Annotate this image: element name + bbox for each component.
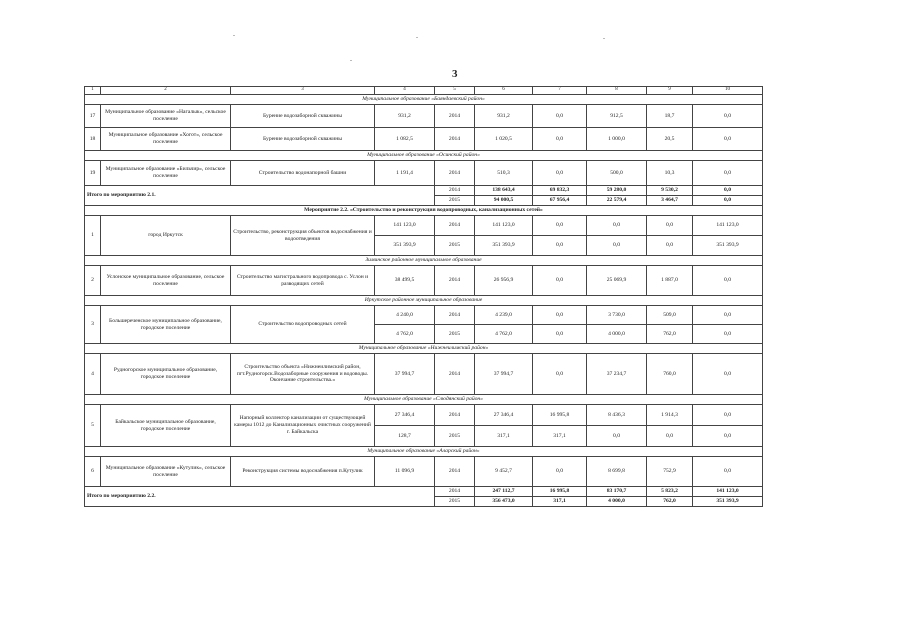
year-cell: 2014 xyxy=(435,266,475,296)
header-cell: 1 xyxy=(85,87,101,95)
value-cell: 128,7 xyxy=(375,426,435,447)
scan-speck xyxy=(416,37,418,38)
value-cell: 351 393,9 xyxy=(693,236,763,256)
year-cell: 2014 xyxy=(435,186,475,196)
value-cell: 4 000,0 xyxy=(587,497,647,507)
row-number: 6 xyxy=(85,457,101,487)
value-cell: 1 914,3 xyxy=(647,405,693,426)
work-cell: Строительство магистрального водопровода с. Услон и разводящих сетей xyxy=(231,266,375,296)
section-title: Иркутское районное муниципальное образование xyxy=(85,296,763,306)
value-cell: 38 499,5 xyxy=(375,266,435,296)
year-cell: 2014 xyxy=(435,216,475,236)
value-cell: 317,1 xyxy=(533,497,587,507)
section-row xyxy=(85,151,763,161)
scan-speck xyxy=(603,38,605,39)
value-cell: 18,7 xyxy=(647,105,693,128)
value-cell: 247 112,7 xyxy=(475,487,533,497)
value-cell: 0,0 xyxy=(533,266,587,296)
header-cell: 3 xyxy=(231,87,375,95)
value-cell: 760,0 xyxy=(647,354,693,395)
value-cell: 351 393,9 xyxy=(693,497,763,507)
total-label: Итого по мероприятию 2.1. xyxy=(85,186,435,206)
value-cell: 356 473,0 xyxy=(475,497,533,507)
value-cell: 0,0 xyxy=(533,306,587,325)
value-cell: 8 436,3 xyxy=(587,405,647,426)
table-row xyxy=(85,405,763,426)
section-row xyxy=(85,256,763,266)
value-cell: 752,9 xyxy=(647,457,693,487)
value-cell: 0,0 xyxy=(693,196,763,206)
entity-cell: Муниципальное образование «Кутулик», сельское поселение xyxy=(101,457,231,487)
value-cell: 27 346,4 xyxy=(475,405,533,426)
header-cell: 6 xyxy=(475,87,533,95)
value-cell: 141 123,0 xyxy=(475,216,533,236)
entity-cell: Муниципальное образование «Нагалык», сельское поселение xyxy=(101,105,231,128)
section-title: Зиминское районное муниципальное образование xyxy=(85,256,763,266)
value-cell: 16 995,8 xyxy=(533,487,587,497)
value-cell: 0,0 xyxy=(693,325,763,344)
value-cell: 67 956,4 xyxy=(533,196,587,206)
value-cell: 10,3 xyxy=(647,161,693,186)
value-cell: 510,3 xyxy=(475,161,533,186)
header-cell: 2 xyxy=(101,87,231,95)
row-number: 18 xyxy=(85,128,101,151)
section-row xyxy=(85,395,763,405)
value-cell: 912,5 xyxy=(587,105,647,128)
row-number: 2 xyxy=(85,266,101,296)
value-cell: 0,0 xyxy=(587,426,647,447)
table-row xyxy=(85,306,763,325)
section-title: Муниципальное образование «Слюдянский район» xyxy=(85,395,763,405)
scan-speck xyxy=(233,35,235,36)
section-title: Муниципальное образование «Баяндаевский район» xyxy=(85,95,763,105)
total-row xyxy=(85,487,763,497)
entity-cell: город Иркутск xyxy=(101,216,231,256)
value-cell: 26 956,9 xyxy=(475,266,533,296)
value-cell: 27 346,4 xyxy=(375,405,435,426)
measure-title: Мероприятие 2.2. «Строительство и реконструкция водопроводных, канализационных сетей» xyxy=(85,206,763,216)
value-cell: 762,0 xyxy=(647,497,693,507)
value-cell: 0,0 xyxy=(647,216,693,236)
value-cell: 0,0 xyxy=(533,105,587,128)
column-number-row xyxy=(85,87,763,95)
work-cell: Бурение водозаборной скважины xyxy=(231,105,375,128)
value-cell: 5 823,2 xyxy=(647,487,693,497)
header-cell: 7 xyxy=(533,87,587,95)
year-cell: 2014 xyxy=(435,306,475,325)
value-cell: 0,0 xyxy=(647,236,693,256)
value-cell: 138 643,4 xyxy=(475,186,533,196)
value-cell: 0,0 xyxy=(693,426,763,447)
header-cell: 5 xyxy=(435,87,475,95)
value-cell: 94 000,5 xyxy=(475,196,533,206)
value-cell: 762,0 xyxy=(647,325,693,344)
value-cell: 9 452,7 xyxy=(475,457,533,487)
year-cell: 2015 xyxy=(435,325,475,344)
entity-cell: Услонское муниципальное образование, сельское поселение xyxy=(101,266,231,296)
section-title: Муниципальное образование «Аларский район» xyxy=(85,447,763,457)
value-cell: 0,0 xyxy=(533,128,587,151)
row-number: 17 xyxy=(85,105,101,128)
year-cell: 2014 xyxy=(435,354,475,395)
value-cell: 0,0 xyxy=(533,236,587,256)
value-cell: 37 994,7 xyxy=(375,354,435,395)
year-cell: 2014 xyxy=(435,457,475,487)
header-cell: 4 xyxy=(375,87,435,95)
entity-cell: Рудногорское муниципальное образование, городское поселение xyxy=(101,354,231,395)
year-cell: 2015 xyxy=(435,236,475,256)
value-cell: 37 234,7 xyxy=(587,354,647,395)
section-row xyxy=(85,206,763,216)
value-cell: 4 239,0 xyxy=(475,306,533,325)
value-cell: 1 020,5 xyxy=(475,128,533,151)
value-cell: 351 393,9 xyxy=(475,236,533,256)
value-cell: 141 123,0 xyxy=(693,216,763,236)
value-cell: 0,0 xyxy=(587,216,647,236)
row-number: 1 xyxy=(85,216,101,256)
value-cell: 0,0 xyxy=(693,186,763,196)
row-number: 3 xyxy=(85,306,101,344)
row-number: 5 xyxy=(85,405,101,447)
value-cell: 3 464,7 xyxy=(647,196,693,206)
value-cell: 4 000,0 xyxy=(587,325,647,344)
total-row xyxy=(85,186,763,196)
header-cell: 8 xyxy=(587,87,647,95)
value-cell: 931,2 xyxy=(475,105,533,128)
value-cell: 0,0 xyxy=(533,161,587,186)
value-cell: 0,0 xyxy=(693,266,763,296)
value-cell: 1 191,4 xyxy=(375,161,435,186)
section-row xyxy=(85,447,763,457)
value-cell: 931,2 xyxy=(375,105,435,128)
value-cell: 0,0 xyxy=(693,105,763,128)
page-number: 3 xyxy=(452,68,458,80)
row-number: 19 xyxy=(85,161,101,186)
value-cell: 0,0 xyxy=(693,161,763,186)
table-row xyxy=(85,457,763,487)
year-cell: 2015 xyxy=(435,426,475,447)
year-cell: 2014 xyxy=(435,161,475,186)
value-cell: 83 170,7 xyxy=(587,487,647,497)
work-cell: Реконструкция системы водоснабжения п.Кутулик xyxy=(231,457,375,487)
year-cell: 2014 xyxy=(435,405,475,426)
value-cell: 351 393,9 xyxy=(375,236,435,256)
work-cell: Напорный коллектор канализации от существующей камеры 1012 до Канализационных очистных сооружений г. Байкальска xyxy=(231,405,375,447)
total-label: Итого по мероприятию 2.2. xyxy=(85,487,435,507)
value-cell: 25 069,9 xyxy=(587,266,647,296)
value-cell: 0,0 xyxy=(533,325,587,344)
table-row xyxy=(85,354,763,395)
value-cell: 16 995,8 xyxy=(533,405,587,426)
section-title: Муниципальное образование «Осинский район» xyxy=(85,151,763,161)
value-cell: 4 762,0 xyxy=(475,325,533,344)
value-cell: 509,0 xyxy=(647,306,693,325)
entity-cell: Муниципальное образование «Бильчир», сельское поселение xyxy=(101,161,231,186)
value-cell: 317,1 xyxy=(533,426,587,447)
value-cell: 0,0 xyxy=(693,405,763,426)
value-cell: 0,0 xyxy=(693,306,763,325)
table-row xyxy=(85,216,763,236)
entity-cell: Большереченское муниципальное образование, городское поселение xyxy=(101,306,231,344)
work-cell: Бурение водозаборной скважины xyxy=(231,128,375,151)
value-cell: 0,0 xyxy=(693,354,763,395)
value-cell: 0,0 xyxy=(693,128,763,151)
value-cell: 11 096,9 xyxy=(375,457,435,487)
table-row xyxy=(85,266,763,296)
section-row xyxy=(85,344,763,354)
header-cell: 9 xyxy=(647,87,693,95)
section-title: Муниципальное образование «Нижнеилимский район» xyxy=(85,344,763,354)
table-row xyxy=(85,105,763,128)
value-cell: 0,0 xyxy=(533,216,587,236)
table-row xyxy=(85,161,763,186)
section-row xyxy=(85,296,763,306)
row-number: 4 xyxy=(85,354,101,395)
table-row xyxy=(85,128,763,151)
value-cell: 1 082,5 xyxy=(375,128,435,151)
value-cell: 4 762,0 xyxy=(375,325,435,344)
value-cell: 317,1 xyxy=(475,426,533,447)
year-cell: 2014 xyxy=(435,105,475,128)
value-cell: 0,0 xyxy=(533,457,587,487)
value-cell: 37 994,7 xyxy=(475,354,533,395)
entity-cell: Муниципальное образование «Хогот», сельское поселение xyxy=(101,128,231,151)
value-cell: 0,0 xyxy=(647,426,693,447)
value-cell: 0,0 xyxy=(587,236,647,256)
value-cell: 141 123,0 xyxy=(693,487,763,497)
value-cell: 0,0 xyxy=(693,457,763,487)
year-cell: 2015 xyxy=(435,497,475,507)
value-cell: 4 240,0 xyxy=(375,306,435,325)
work-cell: Строительство объекта «Нижнеилимский район, пгт.Рудногорск.Водозаборные сооружения и водоводы. Окончание строительства.» xyxy=(231,354,375,395)
value-cell: 0,0 xyxy=(533,354,587,395)
value-cell: 3 730,0 xyxy=(587,306,647,325)
value-cell: 22 579,4 xyxy=(587,196,647,206)
value-cell: 20,5 xyxy=(647,128,693,151)
work-cell: Строительство водонапорной башни xyxy=(231,161,375,186)
value-cell: 141 123,0 xyxy=(375,216,435,236)
work-cell: Строительство водопроводных сетей xyxy=(231,306,375,344)
value-cell: 1 887,0 xyxy=(647,266,693,296)
header-cell: 10 xyxy=(693,87,763,95)
year-cell: 2015 xyxy=(435,196,475,206)
section-row xyxy=(85,95,763,105)
value-cell: 59 280,0 xyxy=(587,186,647,196)
value-cell: 8 699,8 xyxy=(587,457,647,487)
value-cell: 1 000,0 xyxy=(587,128,647,151)
scan-speck xyxy=(350,60,352,61)
year-cell: 2014 xyxy=(435,128,475,151)
entity-cell: Байкальское муниципальное образование, городское поселение xyxy=(101,405,231,447)
value-cell: 500,0 xyxy=(587,161,647,186)
value-cell: 69 832,3 xyxy=(533,186,587,196)
funding-table xyxy=(84,86,763,507)
work-cell: Строительство, реконструкция объектов водоснабжения и водоотведения xyxy=(231,216,375,256)
year-cell: 2014 xyxy=(435,487,475,497)
value-cell: 9 530,2 xyxy=(647,186,693,196)
